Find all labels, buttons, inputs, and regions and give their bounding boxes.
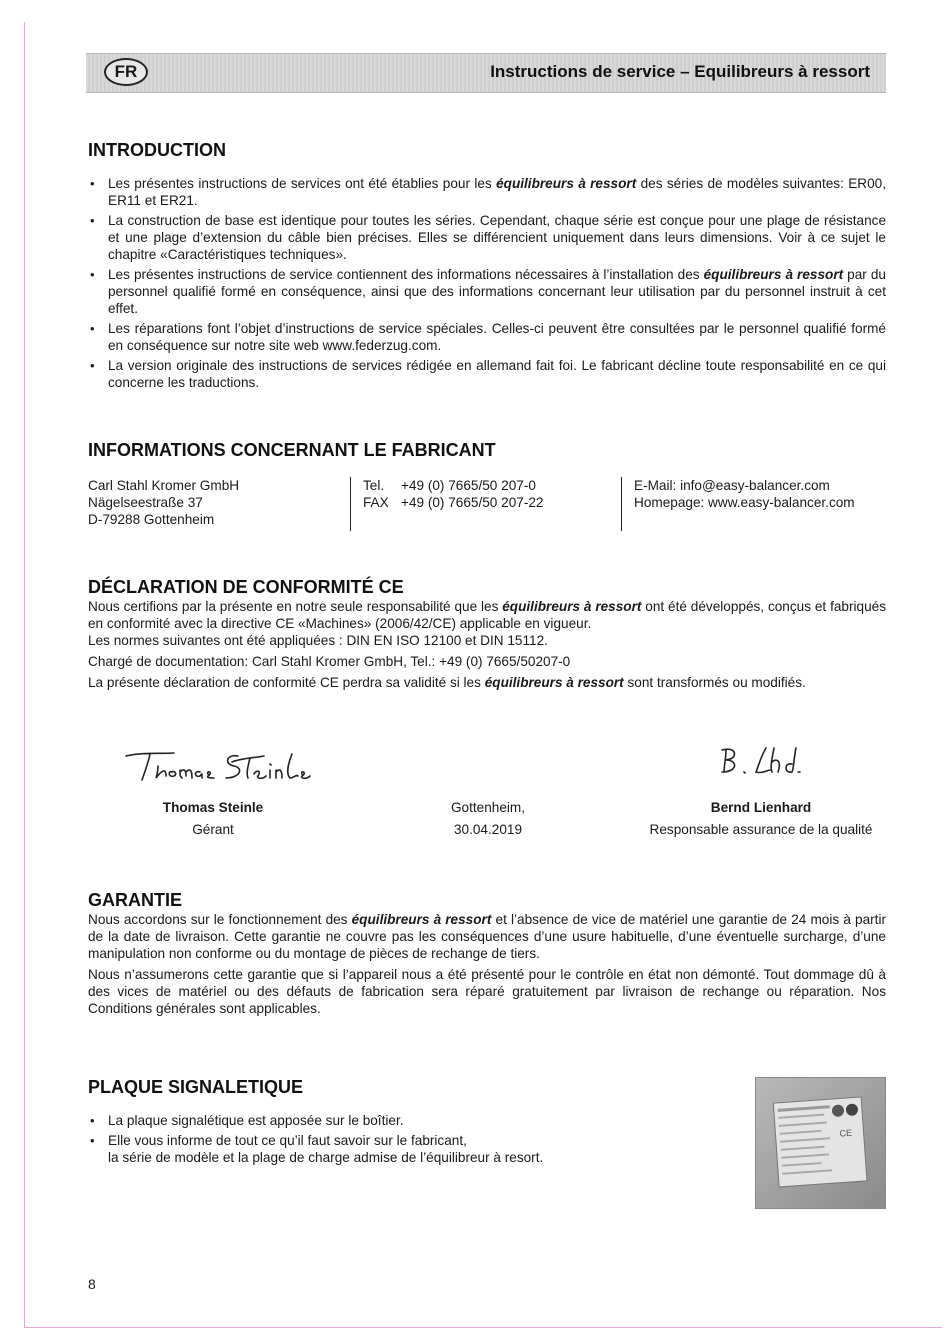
address-line: D-79288 Gottenheim <box>88 512 215 527</box>
list-item: • Les présentes instructions de services ont été établies pour les équilibreurs à ressort des séries de modèles suivantes: ER00, ER11 et ER21. <box>88 175 886 209</box>
signatory-left-name: Thomas Steinle <box>162 800 264 815</box>
section-garantie <box>88 890 886 1021</box>
plaque-list <box>88 1112 728 1166</box>
list-item: • Les réparations font l’objet d’instructions de service spéciales. Celles-ci peuvent être consultées par le personnel qualifié formé en conséquence sur notre site web www.federzug.com. <box>88 320 886 354</box>
signature-bernd-lienhard <box>716 744 816 780</box>
tel-value: +49 (0) 7665/50 207-0 <box>401 478 536 493</box>
signature-thomas-steinle <box>122 748 312 784</box>
declaration-paragraph: Nous certifions par la présente en notre seule responsabilité que les équilibreurs à ressort ont été développés, conçus et fabriqués en conformité avec la directive CE «Machines» (2006/42/CE) applicable en vigueur. Les normes suivantes ont été appliquées : DIN EN ISO 12100 et DIN 15112. <box>88 599 886 648</box>
plaque-heading: PLAQUE SIGNALETIQUE <box>88 1077 304 1097</box>
fabricant-address <box>88 477 350 531</box>
list-item: • La version originale des instructions de services rédigée en allemand fait foi. Le fabricant décline toute responsabilité en ce qui concerne les traductions. <box>88 357 886 391</box>
section-declaration <box>88 577 886 695</box>
garantie-heading: GARANTIE <box>88 890 182 910</box>
declaration-paragraph: La présente déclaration de conformité CE perdra sa validité si les équilibreurs à ressort sont transformés ou modifiés. <box>88 675 806 690</box>
fabricant-info <box>88 477 886 531</box>
section-fabricant <box>88 440 886 531</box>
fabricant-heading: INFORMATIONS CONCERNANT LE FABRICANT <box>88 440 496 460</box>
tel-label: Tel. <box>363 478 385 493</box>
page-number: 8 <box>88 1276 96 1292</box>
garantie-paragraph: Nous n’assumerons cette garantie que si l’appareil nous a été présenté pour le contrôle en état non démonté. Tout dommage dû à des vices de matériel ou des défauts de fabrication sera réparé gratuitement par livraison de rechange ou réparation. Nos Conditions générales sont applicables. <box>88 967 886 1016</box>
fabricant-web <box>621 477 886 531</box>
garantie-paragraph: Nous accordons sur le fonctionnement des équilibreurs à ressort et l’absence de vice de matériel une garantie de 24 mois à partir de la date de livraison. Cette garantie ne couvre pas les conséquences d’une usure habituelle, d’une éventuelle surcharge, d’une manipulation non conforme ou du montage de pièces de rechange de tiers. <box>88 912 886 961</box>
fabricant-phone <box>350 477 621 531</box>
list-item: • Les présentes instructions de service contiennent des informations nécessaires à l’installation des équilibreurs à ressort par du personnel qualifié formé en conséquence, ainsi que des informations concernant leur utilisation par du personnel instruit à cet effet. <box>88 266 886 317</box>
fax-label: FAX <box>363 495 389 510</box>
language-badge: FR <box>104 58 148 86</box>
fax-value: +49 (0) 7665/50 207-22 <box>401 495 544 510</box>
signatory-right-role: Responsable assurance de la qualité <box>649 822 873 837</box>
list-item: • La construction de base est identique pour toutes les séries. Cependant, chaque série est conçue pour une plage de résistance et une plage d’extension du câble bien précises. Elles se différencient uniquement dans leurs dimensions. Voir à ce sujet le chapitre «Caractéristiques techniques». <box>88 212 886 263</box>
signature-date: 30.04.2019 <box>453 822 523 837</box>
svg-text:CE: CE <box>839 1127 853 1139</box>
list-item: • La plaque signalétique est apposée sur le boîtier. <box>88 1112 728 1129</box>
section-signatures <box>88 748 886 848</box>
section-plaque <box>88 1077 728 1169</box>
signature-place: Gottenheim, <box>450 800 526 815</box>
declaration-paragraph: Chargé de documentation: Carl Stahl Kromer GmbH, Tel.: +49 (0) 7665/50207-0 <box>88 654 571 669</box>
introduction-heading: INTRODUCTION <box>88 140 226 160</box>
signatory-left-role: Gérant <box>192 822 234 837</box>
homepage-text: Homepage: www.easy-balancer.com <box>634 495 855 510</box>
declaration-heading: DÉCLARATION DE CONFORMITÉ CE <box>88 577 404 597</box>
nameplate-photo <box>755 1077 886 1209</box>
address-line: Carl Stahl Kromer GmbH <box>88 478 240 493</box>
address-line: Nägelseestraße 37 <box>88 495 203 510</box>
section-introduction <box>88 140 886 394</box>
email-text: E-Mail: info@easy-balancer.com <box>634 478 830 493</box>
signatory-right-name: Bernd Lienhard <box>710 800 812 815</box>
introduction-list <box>88 175 886 391</box>
header-title: Instructions de service – Equilibreurs à ressort <box>490 62 870 81</box>
list-item: • Elle vous informe de tout ce qu’il faut savoir sur le fabricant, la série de modèle et la plage de charge admise de l’équilibreur à resort. <box>88 1132 728 1166</box>
